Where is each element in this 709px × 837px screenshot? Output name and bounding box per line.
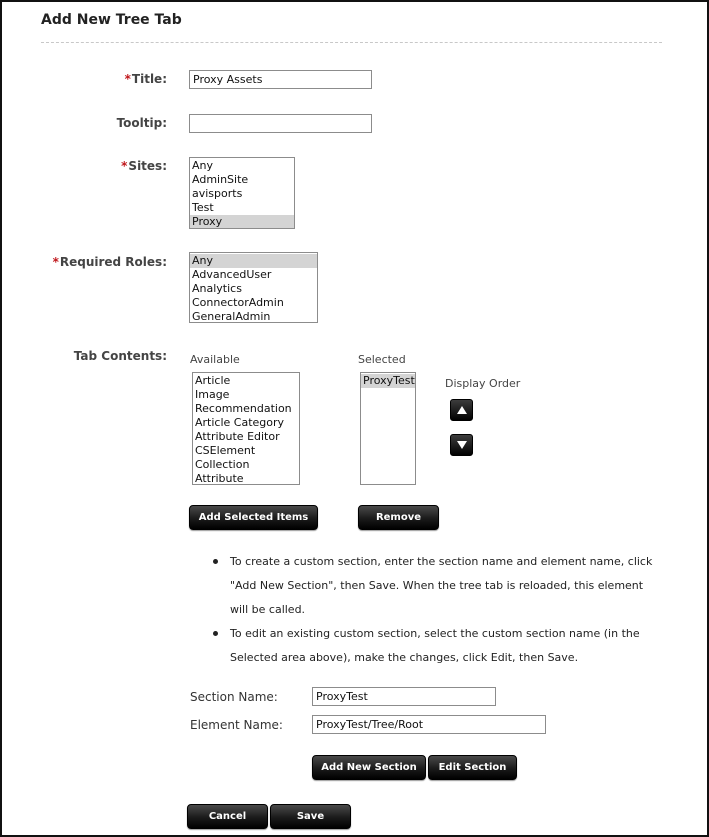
- remove-button[interactable]: Remove: [358, 505, 439, 530]
- sites-option[interactable]: Test: [192, 201, 214, 214]
- display-order-label: Display Order: [445, 377, 521, 390]
- available-listbox[interactable]: [192, 372, 300, 485]
- sites-option[interactable]: avisports: [192, 187, 243, 200]
- selected-item[interactable]: ProxyTest: [363, 374, 415, 387]
- available-item[interactable]: Article: [195, 374, 231, 387]
- available-heading: Available: [190, 353, 240, 366]
- instruction-item: To edit an existing custom section, select the custom section name (in the Selected area above), make the changes, click Edit, then Save.: [213, 622, 663, 670]
- element-name-label: Element Name:: [190, 718, 283, 732]
- save-button[interactable]: Save: [270, 804, 351, 829]
- cancel-button[interactable]: Cancel: [187, 804, 268, 829]
- arrow-up-icon: [456, 405, 468, 415]
- element-name-input[interactable]: ProxyTest/Tree/Root: [312, 715, 546, 734]
- bullet-icon: [213, 631, 218, 636]
- section-name-label: Section Name:: [190, 690, 278, 704]
- bullet-icon: [213, 559, 218, 564]
- available-item[interactable]: Collection: [195, 458, 250, 471]
- sites-option[interactable]: Any: [192, 159, 214, 172]
- edit-section-button[interactable]: Edit Section: [428, 755, 517, 780]
- tooltip-label: Tooltip:: [116, 116, 167, 130]
- available-item[interactable]: CSElement: [195, 444, 256, 457]
- add-selected-items-button[interactable]: Add Selected Items: [189, 505, 318, 530]
- move-down-button[interactable]: [450, 434, 473, 456]
- available-item[interactable]: Attribute Editor: [195, 430, 280, 443]
- available-item[interactable]: Article Category: [195, 416, 285, 429]
- roles-option[interactable]: ConnectorAdmin: [192, 296, 284, 309]
- roles-option-selected[interactable]: Any: [190, 254, 317, 268]
- roles-listbox[interactable]: [189, 252, 318, 323]
- roles-option[interactable]: AdvancedUser: [192, 268, 272, 281]
- roles-label: *Required Roles:: [52, 255, 167, 269]
- tab-contents-label: Tab Contents:: [73, 349, 167, 363]
- section-name-input[interactable]: ProxyTest: [312, 687, 496, 706]
- title-input[interactable]: Proxy Assets: [189, 70, 372, 89]
- title-divider: [41, 42, 662, 43]
- title-label: *Title:: [124, 72, 167, 86]
- sites-label: *Sites:: [121, 159, 167, 173]
- add-new-section-button[interactable]: Add New Section: [312, 755, 426, 780]
- selected-listbox[interactable]: [360, 372, 416, 485]
- move-up-button[interactable]: [450, 399, 473, 421]
- sites-option-selected[interactable]: Proxy: [190, 215, 294, 229]
- available-item[interactable]: Image: [195, 388, 230, 401]
- tooltip-input[interactable]: [189, 114, 372, 133]
- page-title: Add New Tree Tab: [41, 12, 182, 28]
- instruction-item: To create a custom section, enter the section name and element name, click "Add New Section", then Save. When the tree tab is reloaded, this element will be called.: [213, 550, 663, 622]
- sites-listbox[interactable]: [189, 157, 295, 229]
- arrow-down-icon: [456, 440, 468, 450]
- instructions-list: [213, 550, 663, 670]
- sites-option[interactable]: AdminSite: [192, 173, 249, 186]
- available-item[interactable]: Attribute: [195, 472, 244, 485]
- selected-heading: Selected: [358, 353, 406, 366]
- roles-option[interactable]: GeneralAdmin: [192, 310, 271, 323]
- roles-option[interactable]: Analytics: [192, 282, 242, 295]
- available-item[interactable]: Recommendation: [195, 402, 292, 415]
